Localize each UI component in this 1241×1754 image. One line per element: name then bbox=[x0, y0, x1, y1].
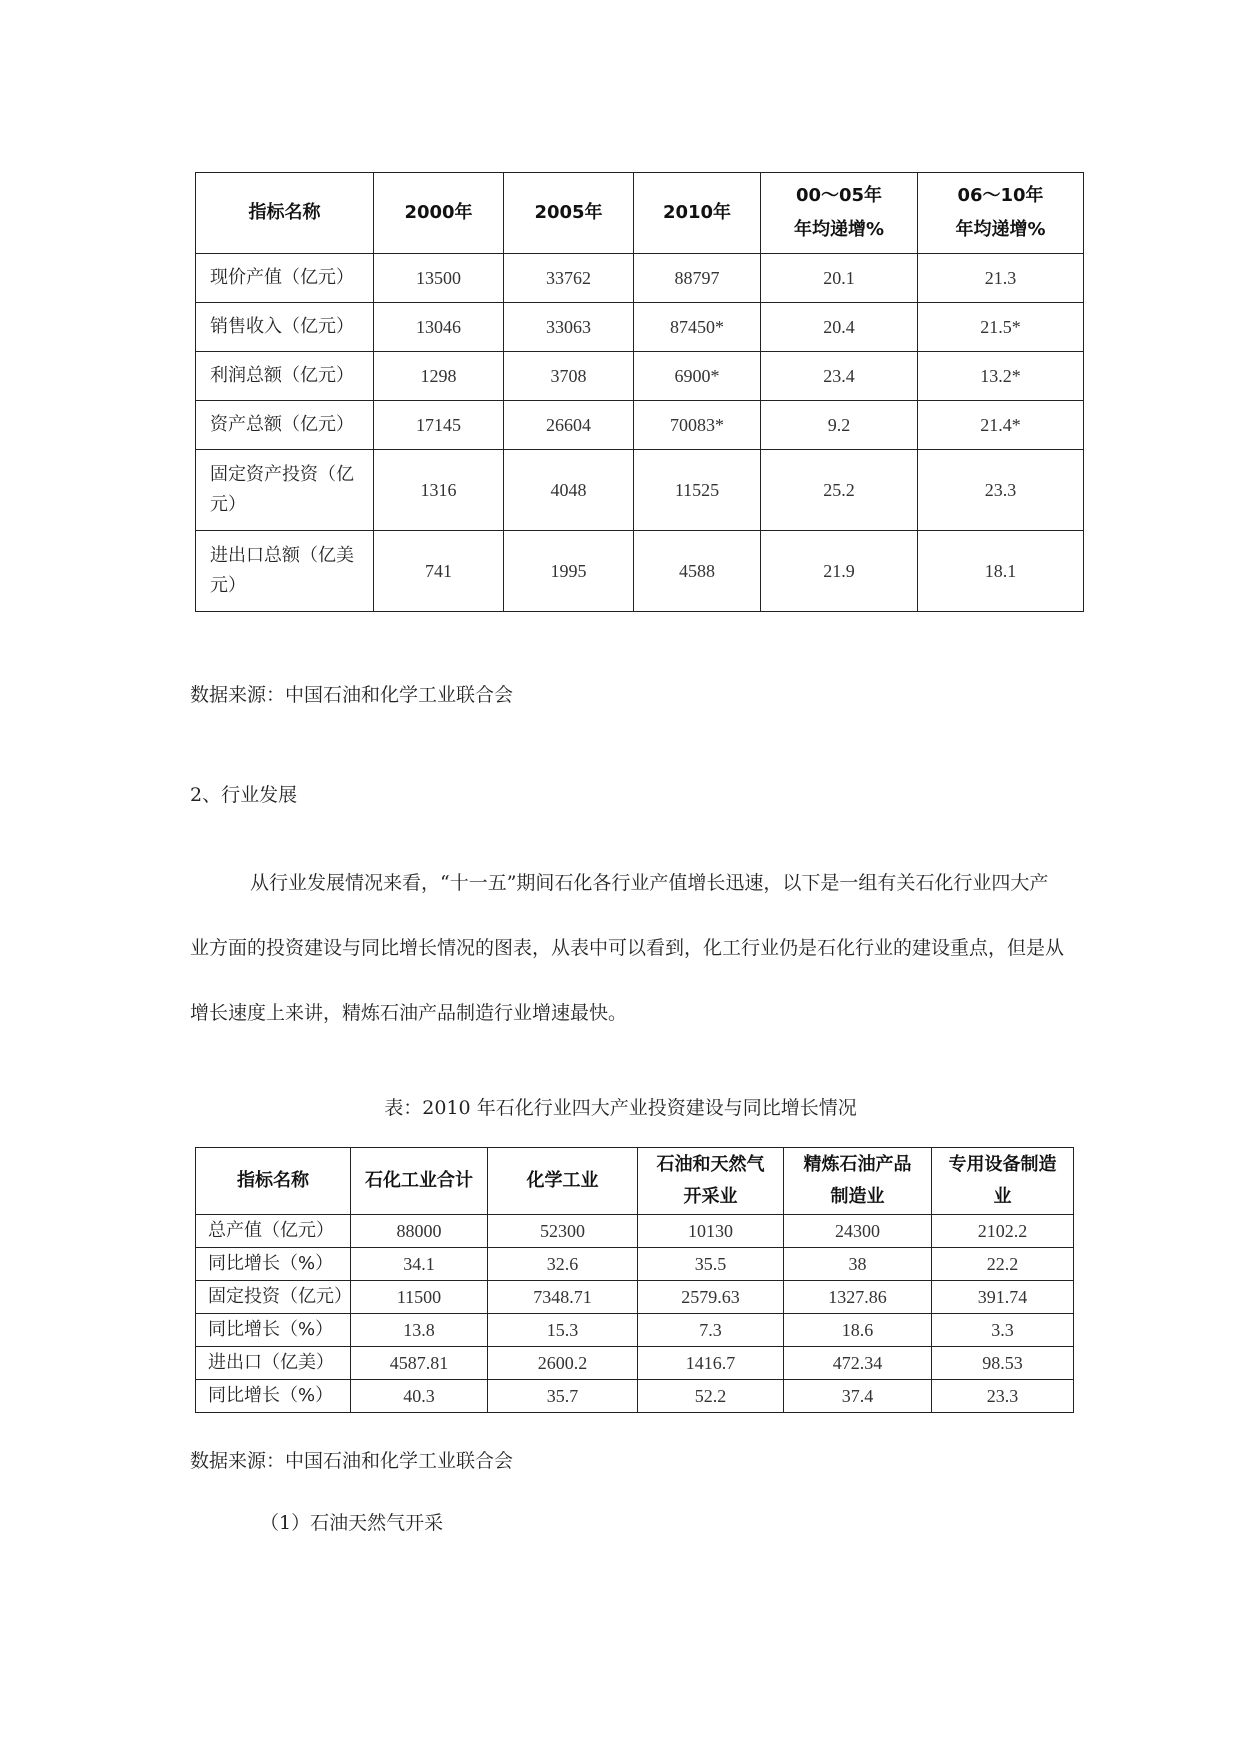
column-header: 石化工业合计 bbox=[351, 1148, 488, 1215]
table-cell: 87450* bbox=[634, 303, 761, 352]
table-cell: 1327.86 bbox=[784, 1281, 932, 1314]
table-cell: 13.2* bbox=[918, 352, 1084, 401]
table-cell: 13046 bbox=[374, 303, 504, 352]
table-cell: 33762 bbox=[504, 254, 634, 303]
table-cell: 1316 bbox=[374, 450, 504, 531]
table-cell: 18.6 bbox=[784, 1314, 932, 1347]
table-cell: 2102.2 bbox=[932, 1215, 1074, 1248]
column-header: 2000年 bbox=[374, 173, 504, 254]
table-cell: 52300 bbox=[488, 1215, 638, 1248]
table-cell: 23.4 bbox=[761, 352, 918, 401]
table-cell: 34.1 bbox=[351, 1248, 488, 1281]
table-row bbox=[196, 1281, 1074, 1314]
table-cell: 26604 bbox=[504, 401, 634, 450]
table-row bbox=[196, 1215, 1074, 1248]
table-cell: 17145 bbox=[374, 401, 504, 450]
table-cell: 3708 bbox=[504, 352, 634, 401]
table-cell: 1298 bbox=[374, 352, 504, 401]
table-cell: 88000 bbox=[351, 1215, 488, 1248]
table-cell: 25.2 bbox=[761, 450, 918, 531]
table-cell: 98.53 bbox=[932, 1347, 1074, 1380]
data-source-note: 数据来源：中国石油和化学工业联合会 bbox=[190, 684, 514, 706]
table-row bbox=[196, 352, 1084, 401]
column-header: 2010年 bbox=[634, 173, 761, 254]
table-header-row bbox=[196, 1148, 1074, 1215]
row-label: 固定投资（亿元） bbox=[196, 1281, 351, 1314]
table-cell: 7.3 bbox=[638, 1314, 784, 1347]
column-header: 指标名称 bbox=[196, 1148, 351, 1215]
table-cell: 1995 bbox=[504, 531, 634, 612]
table-cell: 7348.71 bbox=[488, 1281, 638, 1314]
table-row bbox=[196, 1380, 1074, 1413]
table-row bbox=[196, 450, 1084, 531]
table-cell: 472.34 bbox=[784, 1347, 932, 1380]
table-cell: 20.4 bbox=[761, 303, 918, 352]
table-caption: 表：2010 年石化行业四大产业投资建设与同比增长情况 bbox=[384, 1097, 857, 1119]
row-label: 进出口总额（亿美元） bbox=[196, 531, 374, 612]
table-cell: 52.2 bbox=[638, 1380, 784, 1413]
table-cell: 24300 bbox=[784, 1215, 932, 1248]
row-label: 利润总额（亿元） bbox=[196, 352, 374, 401]
row-label: 同比增长（%） bbox=[196, 1248, 351, 1281]
table-cell: 23.3 bbox=[932, 1380, 1074, 1413]
column-header: 06～10年 年均递增% bbox=[918, 173, 1084, 254]
table-cell: 6900* bbox=[634, 352, 761, 401]
table-cell: 21.9 bbox=[761, 531, 918, 612]
table-cell: 37.4 bbox=[784, 1380, 932, 1413]
table-row bbox=[196, 1314, 1074, 1347]
column-header: 专用设备制造 业 bbox=[932, 1148, 1074, 1215]
paragraph-line: 增长速度上来讲，精炼石油产品制造行业增速最快。 bbox=[190, 1002, 628, 1024]
table-cell: 741 bbox=[374, 531, 504, 612]
table-cell: 88797 bbox=[634, 254, 761, 303]
row-label: 现价产值（亿元） bbox=[196, 254, 374, 303]
column-header: 2005年 bbox=[504, 173, 634, 254]
table-cell: 11525 bbox=[634, 450, 761, 531]
table-cell: 11500 bbox=[351, 1281, 488, 1314]
row-label: 同比增长（%） bbox=[196, 1380, 351, 1413]
table-cell: 21.5* bbox=[918, 303, 1084, 352]
table-cell: 4587.81 bbox=[351, 1347, 488, 1380]
column-header: 指标名称 bbox=[196, 173, 374, 254]
table-cell: 33063 bbox=[504, 303, 634, 352]
row-label: 总产值（亿元） bbox=[196, 1215, 351, 1248]
row-label: 销售收入（亿元） bbox=[196, 303, 374, 352]
table-cell: 21.4* bbox=[918, 401, 1084, 450]
section-heading: 2、行业发展 bbox=[190, 784, 298, 806]
table-cell: 2579.63 bbox=[638, 1281, 784, 1314]
table-cell: 391.74 bbox=[932, 1281, 1074, 1314]
table-cell: 35.5 bbox=[638, 1248, 784, 1281]
table-cell: 4588 bbox=[634, 531, 761, 612]
table-cell: 20.1 bbox=[761, 254, 918, 303]
four-industries-table bbox=[195, 1147, 1074, 1413]
row-label: 进出口（亿美） bbox=[196, 1347, 351, 1380]
table-row bbox=[196, 254, 1084, 303]
table-row bbox=[196, 401, 1084, 450]
subsection-heading: （1）石油天然气开采 bbox=[260, 1512, 444, 1534]
table-row bbox=[196, 303, 1084, 352]
column-header: 精炼石油产品 制造业 bbox=[784, 1148, 932, 1215]
data-source-note: 数据来源：中国石油和化学工业联合会 bbox=[190, 1450, 514, 1472]
column-header: 石油和天然气 开采业 bbox=[638, 1148, 784, 1215]
table-cell: 35.7 bbox=[488, 1380, 638, 1413]
table-cell: 22.2 bbox=[932, 1248, 1074, 1281]
table-cell: 10130 bbox=[638, 1215, 784, 1248]
industry-indicators-table bbox=[195, 172, 1084, 612]
table-cell: 2600.2 bbox=[488, 1347, 638, 1380]
paragraph-line: 业方面的投资建设与同比增长情况的图表，从表中可以看到，化工行业仍是石化行业的建设重点，但是从 bbox=[190, 937, 1065, 959]
table-row bbox=[196, 531, 1084, 612]
table-cell: 70083* bbox=[634, 401, 761, 450]
table-cell: 18.1 bbox=[918, 531, 1084, 612]
table-cell: 21.3 bbox=[918, 254, 1084, 303]
table-cell: 32.6 bbox=[488, 1248, 638, 1281]
table-cell: 9.2 bbox=[761, 401, 918, 450]
column-header: 00～05年 年均递增% bbox=[761, 173, 918, 254]
table-header-row bbox=[196, 173, 1084, 254]
table-cell: 4048 bbox=[504, 450, 634, 531]
table-row bbox=[196, 1347, 1074, 1380]
table-cell: 23.3 bbox=[918, 450, 1084, 531]
row-label: 固定资产投资（亿元） bbox=[196, 450, 374, 531]
paragraph-line: 从行业发展情况来看，“十一五”期间石化各行业产值增长迅速，以下是一组有关石化行业四大产 bbox=[250, 872, 1049, 894]
column-header: 化学工业 bbox=[488, 1148, 638, 1215]
table-cell: 13500 bbox=[374, 254, 504, 303]
row-label: 资产总额（亿元） bbox=[196, 401, 374, 450]
table-row bbox=[196, 1248, 1074, 1281]
table-cell: 15.3 bbox=[488, 1314, 638, 1347]
table-cell: 1416.7 bbox=[638, 1347, 784, 1380]
table-cell: 3.3 bbox=[932, 1314, 1074, 1347]
row-label: 同比增长（%） bbox=[196, 1314, 351, 1347]
table-cell: 38 bbox=[784, 1248, 932, 1281]
table-cell: 13.8 bbox=[351, 1314, 488, 1347]
table-cell: 40.3 bbox=[351, 1380, 488, 1413]
